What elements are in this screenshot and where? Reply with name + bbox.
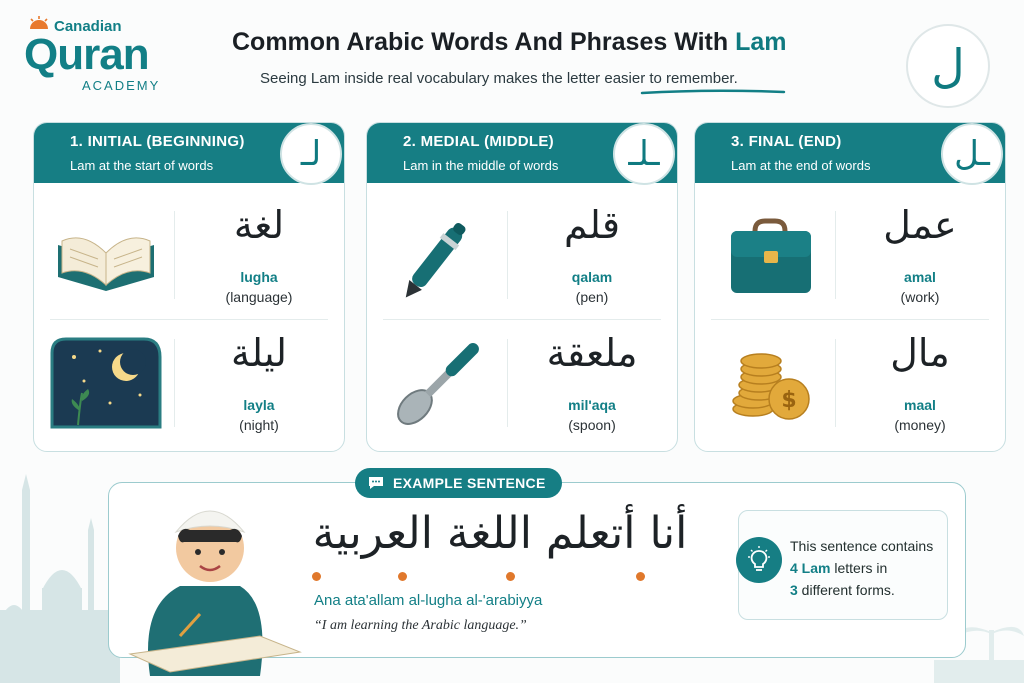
example-transliteration: Ana ata'allam al-lugha al-'arabiyya [314,592,543,609]
divider [835,211,836,299]
letter-form-badge: ـلـ [613,123,675,185]
transliteration: qalam [571,269,613,285]
arabic-word: ملعقة [546,331,638,375]
word-card [367,319,677,444]
arabic-word: قلم [563,203,621,247]
panel-title: 1. INITIAL (BEGINNING) [70,133,245,150]
title-accent: Lam [735,28,787,56]
lam-marker-dot [398,572,407,581]
panel-title: 3. FINAL (END) [731,133,842,150]
lam-marker-dot [312,572,321,581]
panel-header [367,123,677,183]
meaning: (night) [239,417,279,433]
meaning: (language) [225,289,293,305]
panel-final [694,122,1006,452]
panel-medial [366,122,678,452]
divider [174,211,175,299]
divider [835,339,836,427]
page-subtitle [260,70,738,87]
example-sentence-label [355,468,562,498]
info-line2: letters in [830,560,888,576]
open-book-icon [48,205,163,305]
divider [507,211,508,299]
meaning: (work) [900,289,940,305]
subtitle-emphasis: easier to remember. [604,70,738,87]
brand-logo[interactable] [20,14,190,94]
panel-header [34,123,344,183]
letter-form-badge: لـ [280,123,342,185]
briefcase-icon [709,205,824,305]
arabic-word: لغة [233,203,285,247]
info-line1: This sentence contains [790,538,934,554]
word-card [34,191,344,316]
panel-title: 2. MEDIAL (MIDDLE) [403,133,554,150]
word-card [695,191,1005,316]
info-text [790,535,950,601]
word-card [34,319,344,444]
coins-icon [709,333,824,433]
meaning: (spoon) [568,417,616,433]
arabic-word: عمل [883,203,957,247]
mosque-skyline-decoration [0,470,120,683]
arabic-word: مال [890,331,950,375]
night-sky-icon [48,333,163,433]
panel-header [695,123,1005,183]
transliteration: amal [904,269,936,285]
divider [174,339,175,427]
example-label-text: EXAMPLE SENTENCE [393,475,546,491]
brand-name-top: Canadian [54,18,122,35]
pen-icon [381,205,496,305]
brand-name-bottom: ACADEMY [82,78,161,93]
meaning: (pen) [575,289,609,305]
word-card [695,319,1005,444]
divider [507,339,508,427]
panel-subtitle: Lam at the end of words [731,158,871,173]
page-title [232,28,786,57]
lam-marker-dot [506,572,515,581]
spoon-icon [381,333,496,433]
svg-text:$: $ [781,388,797,413]
transliteration: layla [243,397,275,413]
info-lam-count: 4 Lam [790,560,831,576]
chat-bubble-icon [367,475,385,491]
panel-subtitle: Lam in the middle of words [403,158,559,173]
transliteration: maal [904,397,936,413]
word-card [367,191,677,316]
lightbulb-icon [736,537,782,583]
boy-writing-illustration [110,486,310,676]
info-line3: different forms. [797,582,895,598]
letter-form-badge: ـل [941,123,1003,185]
panel-subtitle: Lam at the start of words [70,158,214,173]
meaning: (money) [894,417,946,433]
lam-letter-badge: ل [906,24,990,108]
panel-initial [33,122,345,452]
example-translation: “I am learning the Arabic language.” [314,618,527,633]
underline-swoosh [640,88,786,96]
subtitle-text: Seeing Lam inside real vocabulary makes the letter [260,70,605,87]
transliteration: lugha [240,269,278,285]
transliteration: mil'aqa [568,397,616,413]
lam-marker-dot [636,572,645,581]
brand-name-main: Quran [24,30,149,79]
example-arabic-sentence: أنا أتعلم اللغة العربية [312,508,688,559]
info-form-count: 3 [790,582,798,598]
sunrise-icon [28,16,50,30]
title-text: Common Arabic Words And Phrases With [232,28,736,56]
arabic-word: ليلة [231,331,287,375]
